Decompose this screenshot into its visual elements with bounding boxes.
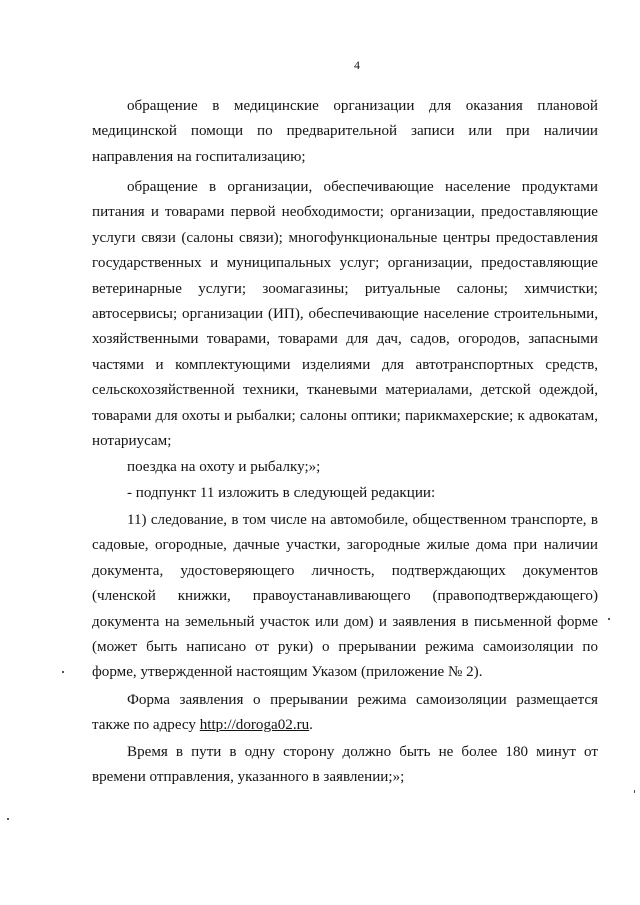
form-address-end: . [309,717,313,734]
scan-speck [7,818,9,820]
paragraph-travel-time: Время в пути в одну сторону должно быть не более 180 минут от времени отправления, указанного в заявлении;»; [92,744,598,785]
paragraph-subpoint-11-intro: - подпункт 11 изложить в следующей редакции: [127,485,436,501]
scan-speck [608,618,610,620]
paragraph-medical-organizations: обращение в медицинские организации для оказания плановой медицинской помощи по предварительной записи или при наличии направления на госпитализацию; [92,98,598,165]
paragraph-form-address [92,688,598,739]
form-address-text: Форма заявления о прерывании режима самоизоляции размещается также по адресу [92,692,598,734]
page-number: 4 [354,58,360,72]
paragraph-organizations-list: обращение в организации, обеспечивающие население продуктами питания и товарами первой необходимости; организации, предоставляющие услуги связи (салоны связи); многофункциональные центры предоставления государственных и муниципальных услуг; организации, предоставляющие ветеринарные услуги; зоомагазины; ритуальные салоны; химчистки; автосервисы; организации (ИП), обеспечивающие население строительными, хозяйственными товарами, товарами для дач, садов, огородов, запасными частями и комплектующими изделиями для автотранспортных средств, сельскохозяйственной техники, тканевыми материалами, детской одеждой, товарами для охоты и рыбалки; салоны оптики; парикмахерские; к адвокатам, нотариусам; [92,179,598,450]
paragraph-subpoint-11: 11) следование, в том числе на автомобиле, общественном транспорте, в садовые, огородные, дачные участки, загородные жилые дома при наличии документа, удостоверяющего личность, подтверждающих документов (членской книжки, правоустанавливающего (правоподтверждающего) документа на земельный участок или дом) и заявления в письменной форме (может быть написано от руки) о прерывании режима самоизоляции по форме, утвержденной настоящим Указом (приложение № 2). [92,512,598,681]
paragraph-hunting-fishing: поездка на охоту и рыбалку;»; [127,459,321,475]
scan-speck [634,790,635,793]
scan-speck [62,671,64,673]
doroga02-link[interactable]: http://doroga02.ru [199,717,310,734]
